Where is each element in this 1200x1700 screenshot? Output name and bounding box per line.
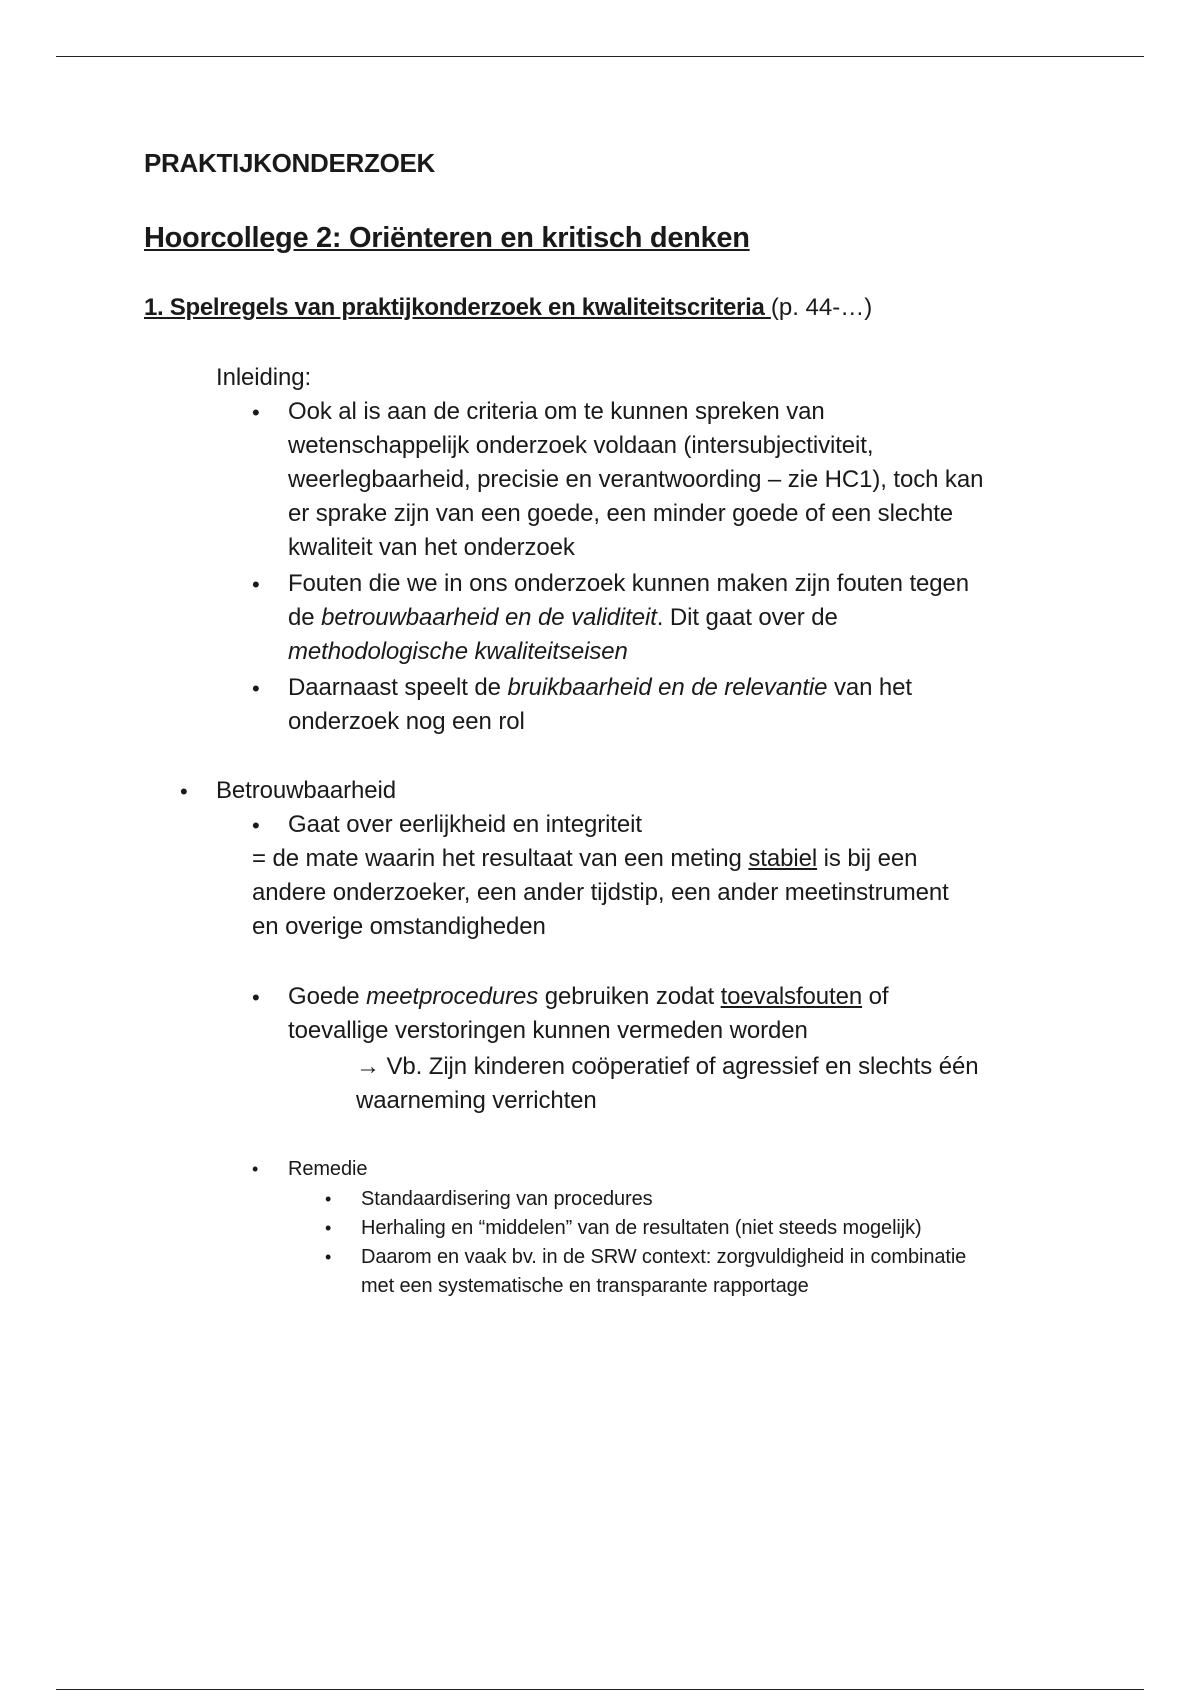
bullet-icon: • — [325, 1189, 332, 1209]
example-text: Vb. Zijn kinderen coöperatief of agressief en slechts één — [379, 1053, 979, 1080]
betrouwbaarheid-b1: Gaat over eerlijkheid en integriteit — [288, 811, 642, 838]
remedie-label: Remedie — [288, 1158, 368, 1180]
intro-b1-line: kwaliteit van het onderzoek — [288, 534, 575, 561]
arrow-icon: → — [356, 1053, 380, 1080]
betrouwbaarheid-b2 — [288, 983, 888, 1011]
section-title: 1. Spelregels van praktijkonderzoek en kwaliteitscriteria — [144, 294, 771, 321]
intro-b2-text: de — [288, 604, 322, 631]
definition-line: andere onderzoeker, een ander tijdstip, een ander meetinstrument — [252, 879, 949, 906]
footer-rule — [56, 1689, 1144, 1690]
course-title: PRAKTIJKONDERZOEK — [144, 148, 436, 178]
b2-emphasis: meetprocedures — [366, 983, 539, 1010]
intro-b3-line: onderzoek nog een rol — [288, 708, 525, 735]
bullet-icon: • — [252, 1159, 259, 1179]
definition-line — [252, 845, 917, 873]
bullet-icon: • — [325, 1247, 332, 1267]
section-pages: (p. 44-…) — [770, 294, 873, 321]
definition-text: = de mate waarin het resultaat van een meting — [252, 845, 749, 872]
remedie-item: met een systematische en transparante rapportage — [361, 1275, 809, 1297]
intro-b1-line: wetenschappelijk onderzoek voldaan (intersubjectiviteit, — [288, 432, 874, 459]
intro-b2-line — [288, 638, 628, 666]
bullet-icon: • — [252, 676, 260, 701]
bullet-icon: • — [252, 400, 260, 425]
intro-b2-emphasis: betrouwbaarheid en de validiteit — [321, 604, 657, 631]
bullet-icon: • — [252, 813, 260, 838]
intro-b1-line: Ook al is aan de criteria om te kunnen spreken van — [288, 398, 825, 425]
example-line — [356, 1053, 978, 1081]
intro-b3-emphasis: bruikbaarheid en de relevantie — [507, 674, 828, 701]
header-rule — [56, 56, 1144, 57]
definition-underline: stabiel — [748, 845, 818, 872]
b2-text: Goede — [288, 983, 367, 1010]
intro-label: Inleiding: — [216, 364, 312, 391]
bullet-icon: • — [325, 1218, 332, 1238]
example-line: waarneming verrichten — [356, 1087, 597, 1114]
b2-text: gebruiken zodat — [538, 983, 721, 1010]
definition-text: is bij een — [817, 845, 918, 872]
bullet-icon: • — [252, 572, 260, 597]
intro-b2-line — [288, 604, 838, 632]
intro-b1-line: er sprake zijn van een goede, een minder goede of een slechte — [288, 500, 954, 527]
betrouwbaarheid-label: Betrouwbaarheid — [216, 777, 396, 804]
section-heading — [144, 294, 872, 322]
intro-b3-line — [288, 674, 912, 702]
bullet-icon: • — [180, 779, 188, 804]
remedie-item: Standaardisering van procedures — [361, 1188, 653, 1210]
intro-b2-text: . Dit gaat over de — [656, 604, 838, 631]
remedie-item: Daarom en vaak bv. in de SRW context: zorgvuldigheid in combinatie — [361, 1246, 967, 1268]
intro-b3-text: Daarnaast speelt de — [288, 674, 508, 701]
intro-b2-line: Fouten die we in ons onderzoek kunnen maken zijn fouten tegen — [288, 570, 970, 597]
lecture-heading: Hoorcollege 2: Oriënteren en kritisch denken — [144, 222, 750, 254]
bullet-icon: • — [252, 985, 260, 1010]
intro-b2-emphasis: methodologische kwaliteitseisen — [288, 638, 628, 665]
definition-line: en overige omstandigheden — [252, 913, 546, 940]
remedie-item: Herhaling en “middelen” van de resultaten (niet steeds mogelijk) — [361, 1217, 922, 1239]
b2-text: of — [862, 983, 889, 1010]
b2-underline: toevalsfouten — [720, 983, 863, 1010]
betrouwbaarheid-b2-line: toevallige verstoringen kunnen vermeden worden — [288, 1017, 808, 1044]
intro-b1-line: weerlegbaarheid, precisie en verantwoording – zie HC1), toch kan — [288, 466, 984, 493]
intro-b3-text: van het — [827, 674, 912, 701]
